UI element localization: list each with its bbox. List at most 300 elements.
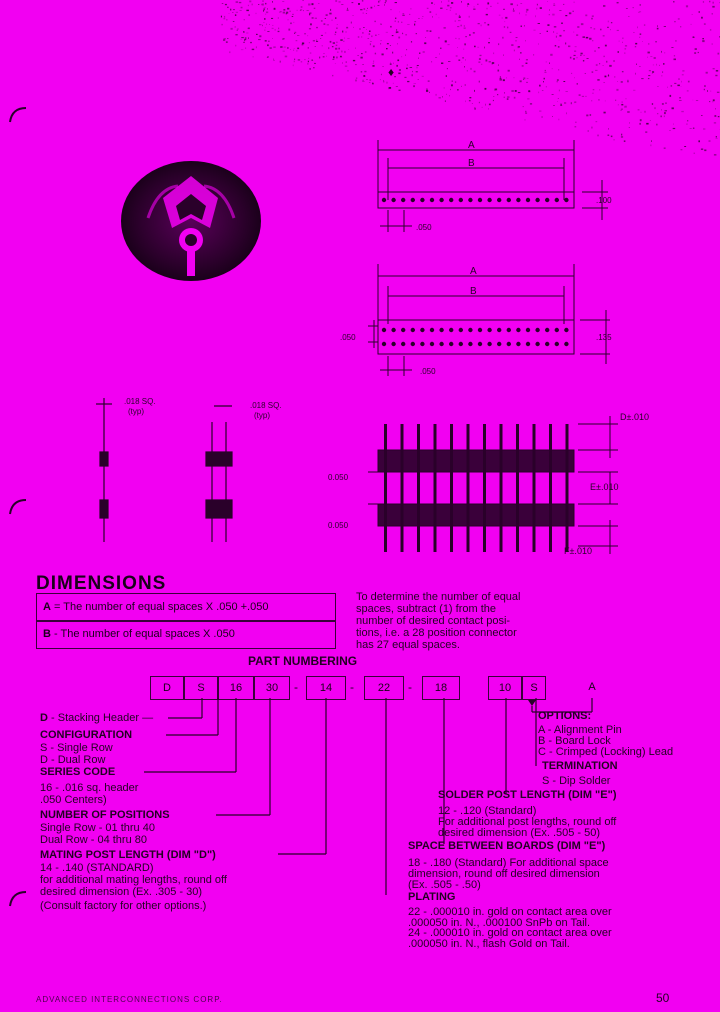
speckle [245,37,247,39]
speckle [284,47,286,48]
speckle [461,25,462,27]
speckle [625,46,627,47]
pn-cell-6: 22 [364,676,404,700]
single-row-pin [478,198,482,202]
speckle [455,38,456,39]
speckle [704,89,705,90]
speckle [430,31,432,32]
speckle [487,8,488,10]
speckle [345,51,346,53]
speckle [555,45,557,46]
speckle [499,15,501,16]
dual-row-pin [430,328,434,332]
speckle [268,41,270,42]
speckle [360,57,362,59]
speckle [372,83,374,84]
speckle [399,69,401,70]
speckle [280,61,281,63]
speckle [231,28,233,30]
speckle [673,124,674,125]
speckle [390,9,392,10]
single-row-pin [420,198,424,202]
speckle [484,47,485,49]
speckle [293,50,294,51]
speckle [446,94,447,95]
speckle [464,43,465,45]
speckle [544,78,545,80]
speckle [390,62,391,64]
speckle [414,21,416,22]
speckle [361,53,363,54]
speckle [229,13,230,14]
speckle [694,153,695,154]
speckle [592,16,594,17]
speckle [321,35,323,36]
speckle [488,24,490,26]
speckle [664,116,665,118]
speckle [397,43,398,44]
speckle [361,72,363,73]
pn-cell-2: S [184,676,218,700]
single-row-pin [391,198,395,202]
single-row-pin [497,198,501,202]
speckle [431,2,433,3]
dual-row-pin [564,342,568,346]
speckle [503,9,505,10]
speckle [704,85,706,87]
row-b-label: B [43,628,51,640]
legend-plating-4: .000050 in. N., flash Gold on Tail. [408,938,570,950]
speckle [426,89,427,90]
speckle [381,40,382,41]
speckle [418,58,419,59]
speckle [515,90,517,92]
speckle [702,38,704,39]
speckle [625,98,626,99]
single-row-height: .100 [596,196,612,205]
speckle [436,14,437,15]
speckle [343,41,344,42]
speckle [416,33,417,34]
speckle [402,15,405,16]
speckle [543,81,544,82]
speckle [401,56,402,57]
speckle [524,120,526,121]
speckle [355,48,356,49]
speckle [315,46,316,47]
speckle [508,70,510,72]
speckle [347,10,349,11]
speckle [352,2,354,3]
speckle [246,33,248,34]
speckle [515,41,517,42]
speckle [445,40,447,42]
dimensions-note-2: spaces, subtract (1) from the [356,603,496,615]
speckle [406,49,407,50]
speckle [294,33,295,34]
front-view-pin [434,424,437,552]
speckle [402,33,403,34]
single-row-pin [516,198,520,202]
speckle [566,112,567,114]
speckle [629,127,630,128]
speckle [621,109,623,111]
speckle [624,107,625,108]
speckle [272,38,273,39]
speckle [472,103,473,104]
speckle [425,38,426,39]
speckle [519,59,520,60]
speckle [617,30,619,31]
speckle [396,65,398,67]
speckle [540,33,541,34]
speckle [444,88,445,89]
front-view-dim-d: D±.010 [620,412,649,422]
single-row-pin [526,198,530,202]
speckle [559,90,560,92]
speckle [648,75,650,76]
speckle [622,71,624,72]
legend-plating-3: 24 - .000010 in. gold on contact area over [408,927,612,939]
pn-cell-4: 30 [254,676,290,700]
speckle [393,83,394,84]
speckle [657,28,659,29]
dimensions-row-a [36,593,336,622]
speckle [544,72,546,73]
speckle [681,86,682,87]
speckle [673,1,674,3]
single-row-pin [459,198,463,202]
speckle [267,56,269,58]
speckle [526,11,527,12]
speckle [357,55,359,56]
speckle [492,64,493,65]
speckle [584,55,585,56]
speckle [576,34,578,36]
speckle [280,47,281,48]
legend-positions-1: Single Row - 01 thru 40 [40,822,155,834]
speckle [294,61,295,63]
side-view-drawings [86,392,296,552]
speckle [426,90,428,92]
speckle [598,47,600,48]
speckle [549,63,550,64]
speckle [519,13,520,15]
speckle [546,62,547,63]
speckle [524,25,525,26]
speckle [556,33,557,34]
dual-row-pin [459,328,463,332]
speckle [622,42,623,43]
speckle [385,0,387,1]
speckle [325,18,326,19]
speckle [640,34,642,35]
speckle [701,115,702,116]
speckle [718,53,720,55]
speckle [516,37,518,38]
speckle [606,61,607,63]
speckle [641,78,643,79]
speckle [308,61,309,63]
speckle [410,8,412,9]
speckle [263,22,265,23]
speckle [489,61,491,62]
speckle [573,32,574,33]
speckle [603,35,605,36]
speckle [303,10,304,11]
speckle [237,30,238,31]
speckle [336,42,337,43]
speckle [687,120,688,121]
speckle [413,85,415,87]
speckle [223,40,225,41]
row-a-text: = The number of equal spaces X .050 +.050 [54,601,269,613]
speckle [456,56,458,57]
speckle [399,90,401,91]
speckle [372,65,374,67]
dual-row-pin [564,328,568,332]
speckle [309,28,311,29]
speckle [414,83,417,84]
speckle [485,88,487,90]
legend-plating-1: 22 - .000010 in. gold on contact area over [408,906,612,918]
speckle [294,59,295,60]
dual-row-pin [516,342,520,346]
speckle [639,11,641,12]
speckle [297,48,299,50]
speckle [549,15,550,16]
speckle [313,67,315,68]
speckle [569,12,571,14]
speckle [356,78,357,79]
speckle [693,100,694,101]
legend-d-text: - Stacking Header — [51,712,154,724]
speckle [398,21,399,23]
speckle [574,77,575,78]
speckle [638,109,640,110]
speckle [330,9,331,11]
speckle [307,10,309,11]
speckle [287,47,289,49]
speckle [441,63,443,65]
speckle [369,80,371,81]
legend-space-3: (Ex. .505 - .50) [408,879,481,891]
speckle [474,71,476,73]
speckle [657,25,658,27]
speckle [304,34,306,35]
speckle [704,24,706,25]
speckle [414,24,415,26]
speckle [553,5,555,6]
speckle [450,7,451,8]
speckle [265,28,266,29]
speckle [312,3,314,5]
speckle [461,86,462,87]
dual-row-pin [468,342,472,346]
speckle [575,47,577,48]
speckle [653,65,654,66]
speckle [580,55,581,56]
speckle [451,84,453,86]
speckle [344,38,345,39]
speckle [678,18,680,20]
part-numbering-title: PART NUMBERING [248,654,358,668]
single-row-pin [545,198,549,202]
speckle [507,96,509,98]
speckle [335,63,336,64]
legend-series-1: 16 - .016 sq. header [40,782,139,794]
speckle [710,29,711,31]
speckle [278,31,280,32]
front-view-pin [467,424,470,552]
speckle [554,4,555,5]
speckle [409,14,410,15]
speckle [608,135,610,136]
speckle [547,24,549,26]
speckle [585,96,587,97]
speckle [527,99,529,100]
speckle [369,31,370,33]
speckle [243,42,245,43]
speckle [267,31,269,32]
speckle [341,4,343,5]
speckle [283,9,285,10]
speckle [293,65,294,67]
speckle [372,82,373,83]
speckle [554,26,557,27]
speckle [640,119,642,121]
speckle [410,67,413,68]
speckle [490,6,491,7]
speckle [467,6,468,7]
speckle [464,27,466,29]
speckle [627,112,630,113]
speckle [671,85,673,87]
legend-options-heading: OPTIONS: [538,710,592,722]
speckle [571,73,572,74]
speckle [659,65,660,66]
speckle [335,1,337,2]
speckle [314,63,315,64]
speckle [513,10,515,12]
speckle [340,56,342,57]
speckle [599,63,600,64]
speckle [571,102,572,104]
speckle [385,2,386,3]
legend-positions-heading: NUMBER OF POSITIONS [40,809,170,821]
speckle [390,26,391,28]
speckle [698,140,700,142]
dual-row-pin [468,328,472,332]
speckle [648,52,650,54]
speckle [439,98,441,99]
speckle [296,41,298,42]
speckle [457,26,459,27]
speckle [292,14,294,15]
dual-row-pin [449,342,453,346]
speckle [396,29,397,31]
speckle [319,57,320,59]
speckle [235,34,237,35]
speckle [283,12,285,14]
speckle [302,0,304,1]
speckle [466,36,467,37]
speckle [384,4,385,6]
speckle [563,81,565,82]
speckle [581,53,583,55]
speckle [434,4,435,5]
speckle [642,41,643,42]
speckle [574,2,575,3]
speckle [485,88,487,89]
speckle [583,37,586,38]
speckle [693,128,695,129]
speckle [439,53,440,54]
speckle [313,40,315,41]
speckle [465,84,466,85]
speckle [445,100,446,102]
speckle [511,45,513,46]
speckle [575,122,577,123]
single-row-pin [487,198,491,202]
speckle [552,116,553,117]
speckle [302,44,304,45]
single-row-pitch: .050 [416,223,432,232]
speckle [378,0,380,1]
speckle [557,81,558,82]
speckle [364,9,366,10]
speckle [235,14,236,16]
speckle [566,91,568,92]
speckle [263,10,264,12]
speckle [617,2,619,3]
dual-row-pitch: .050 [420,367,436,376]
legend-options-2: B - Board Lock [538,735,611,747]
speckle [716,138,718,139]
speckle [348,49,349,50]
speckle [545,70,546,71]
speckle [648,78,650,79]
top-diamond: ♦ [388,65,395,79]
speckle [315,18,317,19]
speckle [663,63,665,65]
speckle [471,68,472,70]
speckle [592,71,594,72]
side-view-2-label: .018 SQ. [250,401,282,410]
pn-cell-3: 16 [218,676,254,700]
front-view-pin [483,424,486,552]
speckle [365,51,367,52]
speckle [441,1,442,2]
speckle [492,62,494,64]
speckle [290,11,291,12]
speckle [520,3,522,4]
dual-row-pin [507,328,511,332]
speckle [505,21,506,22]
speckle [605,45,607,47]
speckle [563,4,564,5]
speckle [326,14,328,15]
speckle [450,10,451,11]
speckle [481,64,482,65]
speckle [396,86,398,87]
speckle [558,69,559,70]
speckle [624,141,626,142]
speckle [393,63,394,64]
speckle [449,95,450,96]
speckle [517,5,518,6]
speckle [502,37,503,39]
